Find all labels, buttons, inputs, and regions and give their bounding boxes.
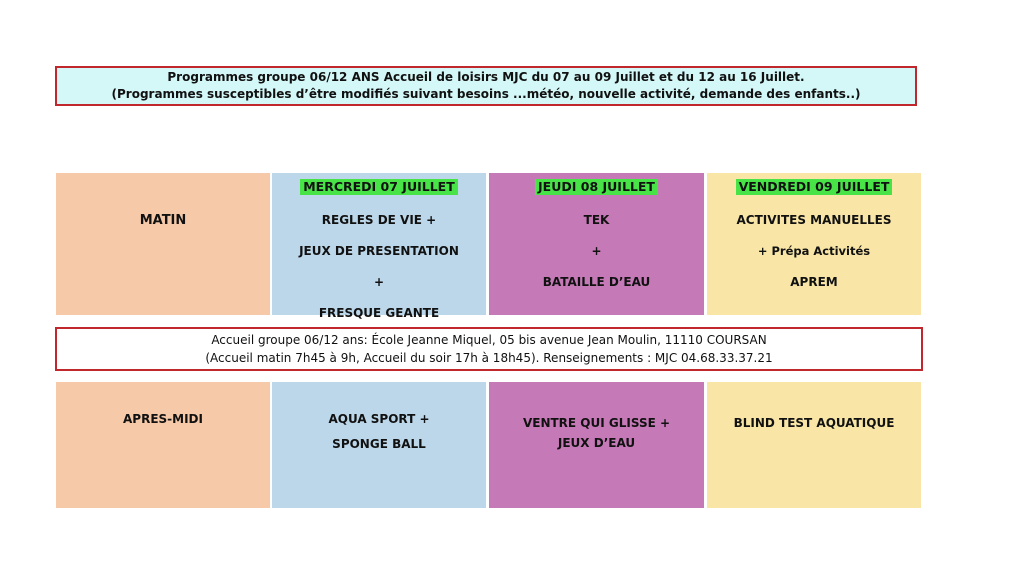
wednesday-activity-1: REGLES DE VIE +: [321, 213, 437, 227]
thursday-pm-activity-1: VENTRE QUI GLISSE +: [522, 416, 671, 430]
friday-afternoon-cell: [707, 382, 921, 508]
wednesday-afternoon-cell: [272, 382, 486, 508]
wednesday-activity-2: JEUX DE PRESENTATION: [299, 244, 459, 258]
friday-activity-3: APREM: [790, 275, 838, 289]
program-title-banner: [55, 66, 917, 106]
wednesday-morning-cell: [272, 173, 486, 320]
thursday-morning-cell: [489, 173, 704, 315]
reception-info-box: [55, 327, 923, 371]
matin-label: MATIN: [139, 213, 187, 228]
thursday-activity-3: BATAILLE D’EAU: [542, 275, 651, 289]
friday-header: VENDREDI 09 JUILLET: [736, 179, 893, 195]
thursday-header: JEUDI 08 JUILLET: [535, 179, 658, 195]
wednesday-pm-activity-1: AQUA SPORT +: [328, 412, 430, 426]
apres-midi-label-cell: [56, 382, 270, 508]
friday-activity-1: ACTIVITES MANUELLES: [736, 213, 892, 227]
apres-midi-label: APRES-MIDI: [123, 412, 203, 426]
wednesday-activity-4: FRESQUE GEANTE: [318, 306, 440, 320]
wednesday-header: MERCREDI 07 JUILLET: [300, 179, 458, 195]
friday-activity-2: + Prépa Activités: [757, 244, 871, 258]
thursday-afternoon-cell: [489, 382, 704, 508]
program-disclaimer: (Programmes susceptibles d’être modifiés suivant besoins ...météo, nouvelle activité, demande des enfants..): [111, 87, 861, 101]
wednesday-activity-3: +: [373, 275, 385, 289]
reception-address: Accueil groupe 06/12 ans: École Jeanne Miquel, 05 bis avenue Jean Moulin, 11110 COURSAN: [211, 333, 767, 347]
thursday-pm-activity-2: JEUX D’EAU: [557, 436, 636, 450]
friday-morning-cell: [707, 173, 921, 315]
program-title: Programmes groupe 06/12 ANS Accueil de loisirs MJC du 07 au 09 Juillet et du 12 au 16 Juillet.: [167, 70, 805, 84]
matin-label-cell: [56, 173, 270, 315]
friday-pm-activity-1: BLIND TEST AQUATIQUE: [733, 416, 895, 430]
reception-hours: (Accueil matin 7h45 à 9h, Accueil du soir 17h à 18h45). Renseignements : MJC 04.68.33.37.21: [205, 351, 773, 365]
thursday-activity-2: +: [591, 244, 602, 258]
thursday-activity-1: TEK: [583, 213, 610, 227]
wednesday-pm-activity-2: SPONGE BALL: [332, 437, 426, 451]
